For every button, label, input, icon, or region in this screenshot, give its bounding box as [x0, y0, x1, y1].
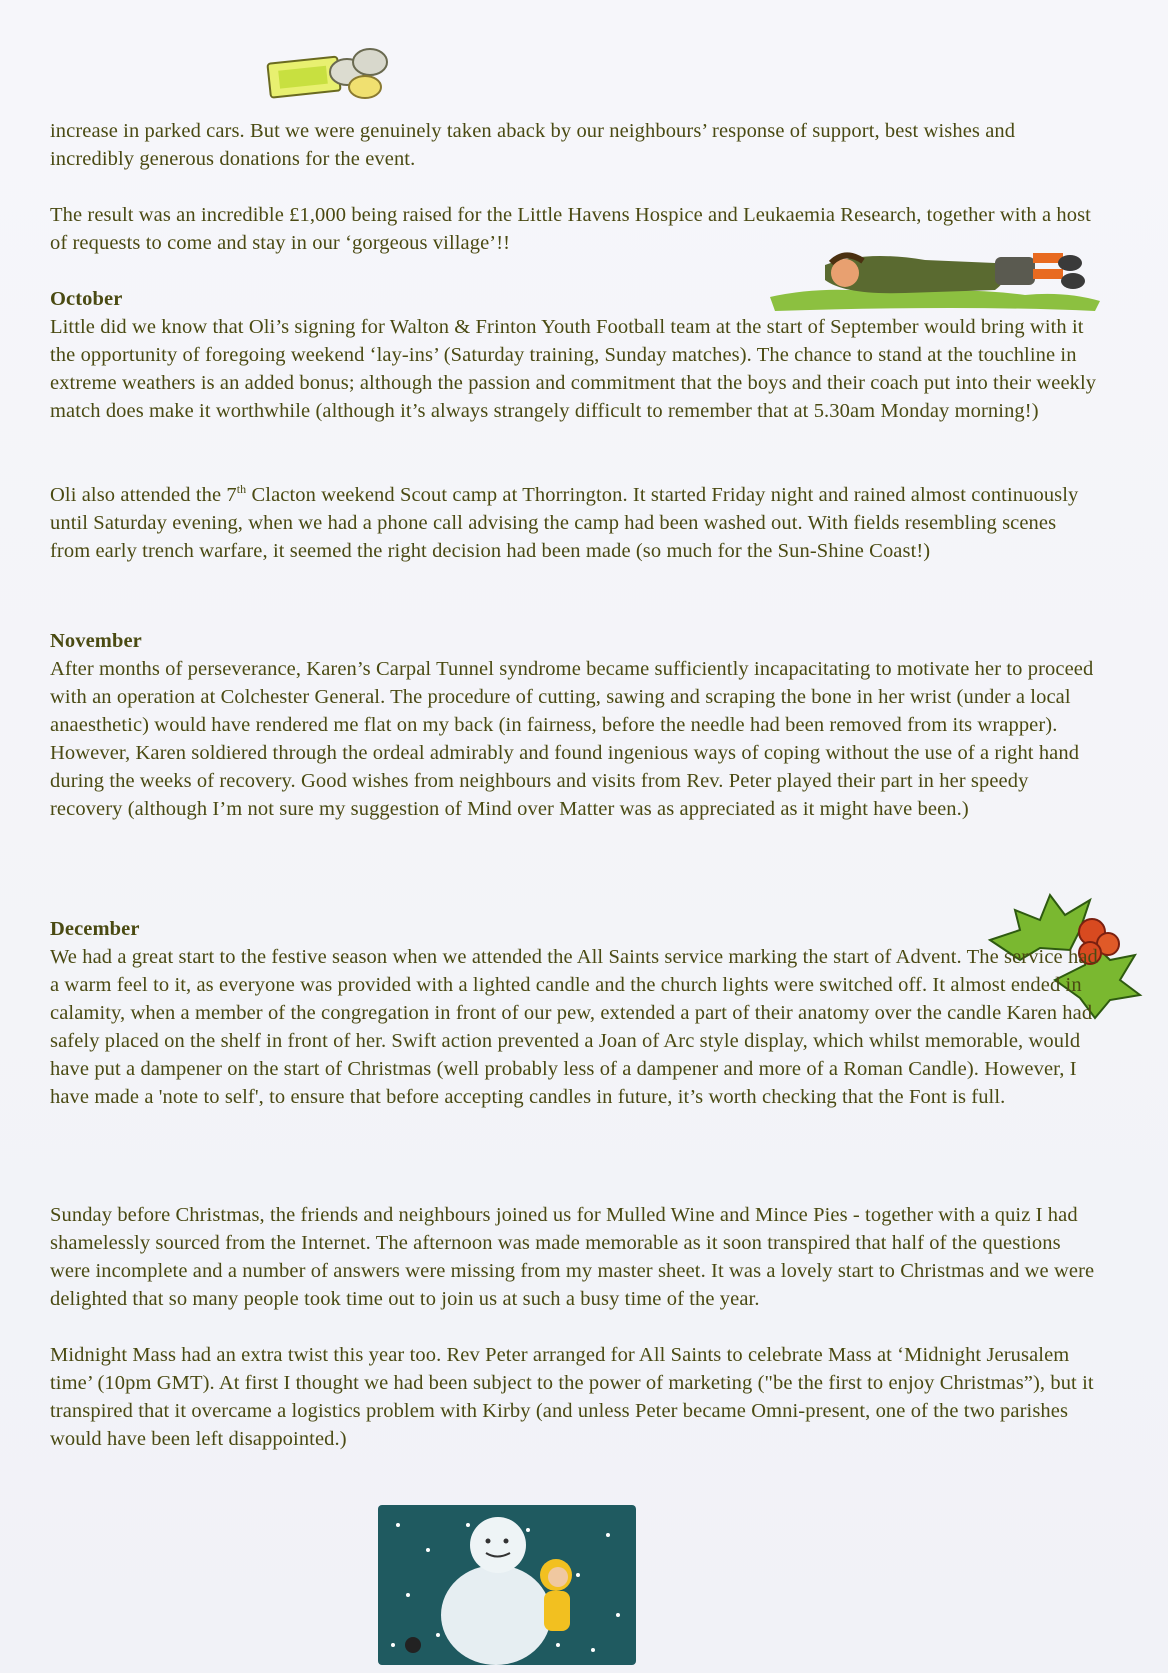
ordinal-suffix: th: [236, 482, 247, 497]
snowman-icon: [378, 1505, 636, 1665]
december-paragraph-1: We had a great start to the festive season when we attended the All Saints service marking the start of Advent. The service had a warm feel to it, as everyone was provided with a lighted candle and the church lights were switched off. It almost ended in calamity, when a member of the congregation in front of our pew, extended a part of their anatomy over the candle Karen had safely placed on the shelf in front of her. Swift action prevented a Joan of Arc style display, which whilst memorable, would have put a dampener on the start of Christmas (well probably less of a dampener and more of a Roman Candle). However, I have made a 'note to self', to ensure that before accepting candles in future, it’s worth checking that the Font is full.: [50, 946, 1098, 1108]
october-paragraph-2: [50, 481, 1100, 565]
intro-paragraph-2: The result was an incredible £1,000 being raised for the Little Havens Hospice and Leukaemia Research, together with a host of requests to come and stay in our ‘gorgeous village’!!: [50, 204, 1091, 254]
december-paragraph-2: Sunday before Christmas, the friends and neighbours joined us for Mulled Wine and Mince Pies - together with a quiz I had shamelessly sourced from the Internet. The afternoon was made memorable as it soon transpired that half of the questions were incomplete and a number of answers were missing from my master sheet. It was a lovely start to Christmas and we were delighted that so many people took time out to join us at such a busy time of the year.: [50, 1204, 1095, 1310]
november-heading: November: [50, 630, 142, 652]
december-heading: December: [50, 918, 140, 940]
october-heading: October: [50, 288, 123, 310]
november-paragraph-1: After months of perseverance, Karen’s Carpal Tunnel syndrome became sufficiently incapacitating to motivate her to proceed with an operation at Colchester General. The procedure of cutting, sawing and scraping the bone in her wrist (under a local anaesthetic) would have rendered me flat on my back (in fairness, before the needle had been removed from its wrapper). However, Karen soldiered through the ordeal admirably and found ingenious ways of coping without the use of a right hand during the weeks of recovery. Good wishes from neighbours and visits from Rev. Peter played their part in her speedy recovery (although I’m not sure my suggestion of Mind over Matter was as appreciated as it might have been.): [50, 658, 1094, 820]
december-paragraph-3: Midnight Mass had an extra twist this year too. Rev Peter arranged for All Saints to celebrate Mass at ‘Midnight Jerusalem time’ (10pm GMT). At first I thought we had been subject to the power of marketing ("be the first to enjoy Christmas”), but it transpired that it overcame a logistics problem with Kirby (and unless Peter became Omni-present, one of the two parishes would have been left disappointed.): [50, 1344, 1094, 1450]
money-icon: [265, 42, 395, 102]
october-p2-end: Clacton weekend Scout camp at Thorrington. It started Friday night and rained almost continuously until Saturday evening, when we had a phone call advising the camp had been washed out. With fields resembling scenes from early trench warfare, it seemed the right decision had been made (so much for the Sun-Shine Coast!): [50, 484, 1079, 562]
october-p2-start: Oli also attended the 7: [50, 484, 237, 506]
intro-paragraph-1: increase in parked cars. But we were genuinely taken aback by our neighbours’ response of support, best wishes and incredibly generous donations for the event.: [50, 120, 1016, 170]
october-paragraph-1: Little did we know that Oli’s signing for Walton & Frinton Youth Football team at the start of September would bring with it the opportunity of foregoing weekend ‘lay-ins’ (Saturday training, Sunday matches). The chance to stand at the touchline in extreme weathers is an added bonus; although the passion and commitment that the boys and their coach put into their weekly match does make it worthwhile (although it’s always strangely difficult to remember that at 5.30am Monday morning!): [50, 316, 1097, 422]
